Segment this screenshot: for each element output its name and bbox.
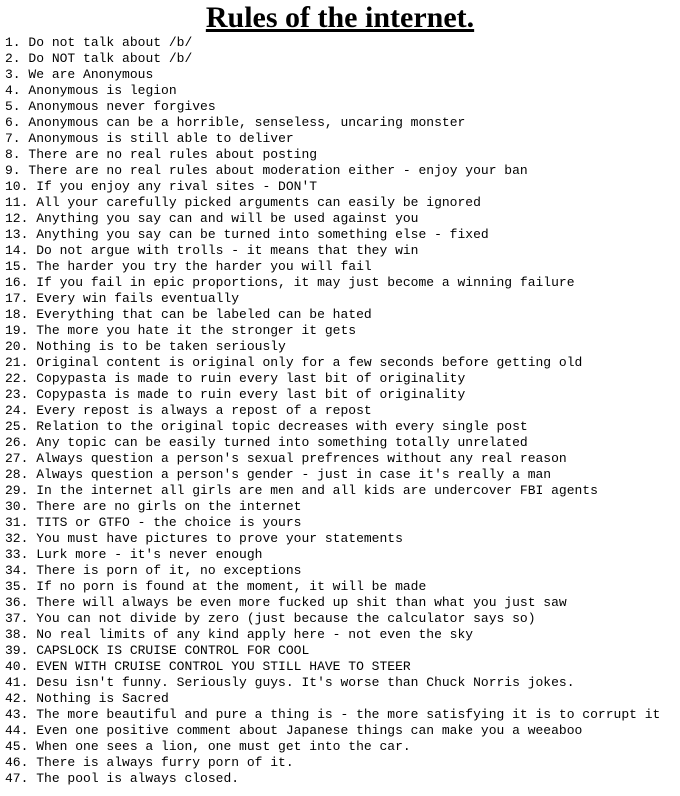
rule-text: There are no real rules about posting [28, 147, 318, 162]
rule-number: 31. [5, 515, 29, 530]
rule-text: You must have pictures to prove your statements [36, 531, 403, 546]
rule-number: 6. [5, 115, 21, 130]
rule-text: If no porn is found at the moment, it will be made [36, 579, 427, 594]
rule-text: The more beautiful and pure a thing is - the more satisfying it is to corrupt it [36, 707, 661, 722]
rule-item [5, 275, 680, 291]
rule-number: 1. [5, 35, 21, 50]
rules-list [0, 35, 680, 787]
rule-item [5, 355, 680, 371]
rule-item [5, 243, 680, 259]
rule-item [5, 675, 680, 691]
rule-text: Nothing is Sacred [36, 691, 169, 706]
rule-item [5, 147, 680, 163]
rule-text: Do NOT talk about /b/ [28, 51, 193, 66]
rule-text: EVEN WITH CRUISE CONTROL YOU STILL HAVE TO STEER [36, 659, 411, 674]
rule-text: Always question a person's sexual prefrences without any real reason [36, 451, 567, 466]
rule-text: Desu isn't funny. Seriously guys. It's worse than Chuck Norris jokes. [36, 675, 575, 690]
rule-text: Anything you say can be turned into something else - fixed [36, 227, 489, 242]
rule-number: 15. [5, 259, 29, 274]
rule-number: 25. [5, 419, 29, 434]
rule-text: When one sees a lion, one must get into the car. [36, 739, 411, 754]
rule-text: There are no real rules about moderation either - enjoy your ban [28, 163, 528, 178]
rule-item [5, 195, 680, 211]
rule-number: 38. [5, 627, 29, 642]
rule-number: 43. [5, 707, 29, 722]
rule-text: There will always be even more fucked up shit than what you just saw [36, 595, 567, 610]
rule-item [5, 387, 680, 403]
rule-text: There is always furry porn of it. [36, 755, 294, 770]
rule-item [5, 707, 680, 723]
rule-number: 5. [5, 99, 21, 114]
rule-item [5, 723, 680, 739]
rule-item [5, 739, 680, 755]
rule-item [5, 211, 680, 227]
rule-text: Every win fails eventually [36, 291, 240, 306]
rule-number: 34. [5, 563, 29, 578]
rule-number: 9. [5, 163, 21, 178]
rule-number: 40. [5, 659, 29, 674]
rule-number: 20. [5, 339, 29, 354]
rule-number: 35. [5, 579, 29, 594]
rule-text: In the internet all girls are men and all kids are undercover FBI agents [36, 483, 598, 498]
rule-text: The pool is always closed. [36, 771, 240, 786]
rule-text: If you enjoy any rival sites - DON'T [36, 179, 318, 194]
rule-item [5, 67, 680, 83]
rule-item [5, 259, 680, 275]
rule-number: 12. [5, 211, 29, 226]
rule-item [5, 563, 680, 579]
rule-item [5, 323, 680, 339]
rule-number: 33. [5, 547, 29, 562]
rule-item [5, 627, 680, 643]
rule-item [5, 579, 680, 595]
rule-item [5, 115, 680, 131]
rule-text: TITS or GTFO - the choice is yours [36, 515, 302, 530]
document-page [0, 2, 680, 796]
rule-number: 4. [5, 83, 21, 98]
rule-item [5, 467, 680, 483]
rule-text: Every repost is always a repost of a repost [36, 403, 372, 418]
rule-number: 30. [5, 499, 29, 514]
rule-text: Anonymous is still able to deliver [28, 131, 294, 146]
rule-text: Copypasta is made to ruin every last bit of originality [36, 387, 466, 402]
rule-item [5, 451, 680, 467]
rule-text: Anything you say can and will be used against you [36, 211, 419, 226]
rule-number: 24. [5, 403, 29, 418]
rule-text: Original content is original only for a few seconds before getting old [36, 355, 583, 370]
rule-item [5, 515, 680, 531]
rule-text: The more you hate it the stronger it gets [36, 323, 357, 338]
rule-text: We are Anonymous [28, 67, 154, 82]
rule-text: CAPSLOCK IS CRUISE CONTROL FOR COOL [36, 643, 310, 658]
rule-number: 2. [5, 51, 21, 66]
rule-text: Even one positive comment about Japanese things can make you a weeaboo [36, 723, 583, 738]
rule-item [5, 547, 680, 563]
rule-number: 18. [5, 307, 29, 322]
rule-item [5, 179, 680, 195]
rule-text: Do not talk about /b/ [28, 35, 193, 50]
rule-number: 14. [5, 243, 29, 258]
rule-number: 22. [5, 371, 29, 386]
rule-text: The harder you try the harder you will fail [36, 259, 372, 274]
rule-item [5, 643, 680, 659]
rule-text: Copypasta is made to ruin every last bit of originality [36, 371, 466, 386]
rule-number: 44. [5, 723, 29, 738]
rule-item [5, 531, 680, 547]
rule-item [5, 755, 680, 771]
rule-number: 39. [5, 643, 29, 658]
rule-number: 11. [5, 195, 29, 210]
rule-number: 13. [5, 227, 29, 242]
page-title: Rules of the internet. [205, 1, 475, 34]
rule-number: 47. [5, 771, 29, 786]
rule-number: 26. [5, 435, 29, 450]
rule-text: If you fail in epic proportions, it may just become a winning failure [36, 275, 575, 290]
rule-number: 36. [5, 595, 29, 610]
rule-number: 21. [5, 355, 29, 370]
rule-number: 37. [5, 611, 29, 626]
rule-item [5, 499, 680, 515]
rule-item [5, 659, 680, 675]
rule-item [5, 227, 680, 243]
rule-item [5, 483, 680, 499]
rule-item [5, 51, 680, 67]
rule-item [5, 371, 680, 387]
rule-item [5, 307, 680, 323]
rule-item [5, 35, 680, 51]
rule-number: 42. [5, 691, 29, 706]
rule-number: 29. [5, 483, 29, 498]
rule-number: 23. [5, 387, 29, 402]
rule-text: You can not divide by zero (just because the calculator says so) [36, 611, 536, 626]
rule-item [5, 163, 680, 179]
rule-text: No real limits of any kind apply here - not even the sky [36, 627, 474, 642]
rule-number: 28. [5, 467, 29, 482]
rule-text: All your carefully picked arguments can easily be ignored [36, 195, 481, 210]
rule-item [5, 83, 680, 99]
rule-text: Relation to the original topic decreases with every single post [36, 419, 528, 434]
rule-number: 27. [5, 451, 29, 466]
rule-item [5, 291, 680, 307]
rule-number: 17. [5, 291, 29, 306]
rule-item [5, 131, 680, 147]
rule-text: There are no girls on the internet [36, 499, 302, 514]
rule-text: Nothing is to be taken seriously [36, 339, 286, 354]
rule-text: Lurk more - it's never enough [36, 547, 263, 562]
rule-item [5, 595, 680, 611]
rule-item [5, 435, 680, 451]
rule-number: 3. [5, 67, 21, 82]
rule-item [5, 403, 680, 419]
rule-text: There is porn of it, no exceptions [36, 563, 302, 578]
rule-item [5, 611, 680, 627]
rule-number: 7. [5, 131, 21, 146]
rule-text: Any topic can be easily turned into something totally unrelated [36, 435, 528, 450]
rule-item [5, 99, 680, 115]
rule-number: 46. [5, 755, 29, 770]
rule-text: Anonymous can be a horrible, senseless, uncaring monster [28, 115, 466, 130]
rule-text: Anonymous is legion [28, 83, 177, 98]
rule-item [5, 691, 680, 707]
rule-number: 45. [5, 739, 29, 754]
rule-text: Always question a person's gender - just in case it's really a man [36, 467, 552, 482]
rule-number: 19. [5, 323, 29, 338]
rule-number: 16. [5, 275, 29, 290]
rule-number: 10. [5, 179, 29, 194]
rule-text: Do not argue with trolls - it means that they win [36, 243, 419, 258]
rule-item [5, 339, 680, 355]
rule-number: 32. [5, 531, 29, 546]
rule-item [5, 419, 680, 435]
rule-number: 41. [5, 675, 29, 690]
rule-item [5, 771, 680, 787]
rule-text: Everything that can be labeled can be hated [36, 307, 372, 322]
rule-text: Anonymous never forgives [28, 99, 216, 114]
rule-number: 8. [5, 147, 21, 162]
